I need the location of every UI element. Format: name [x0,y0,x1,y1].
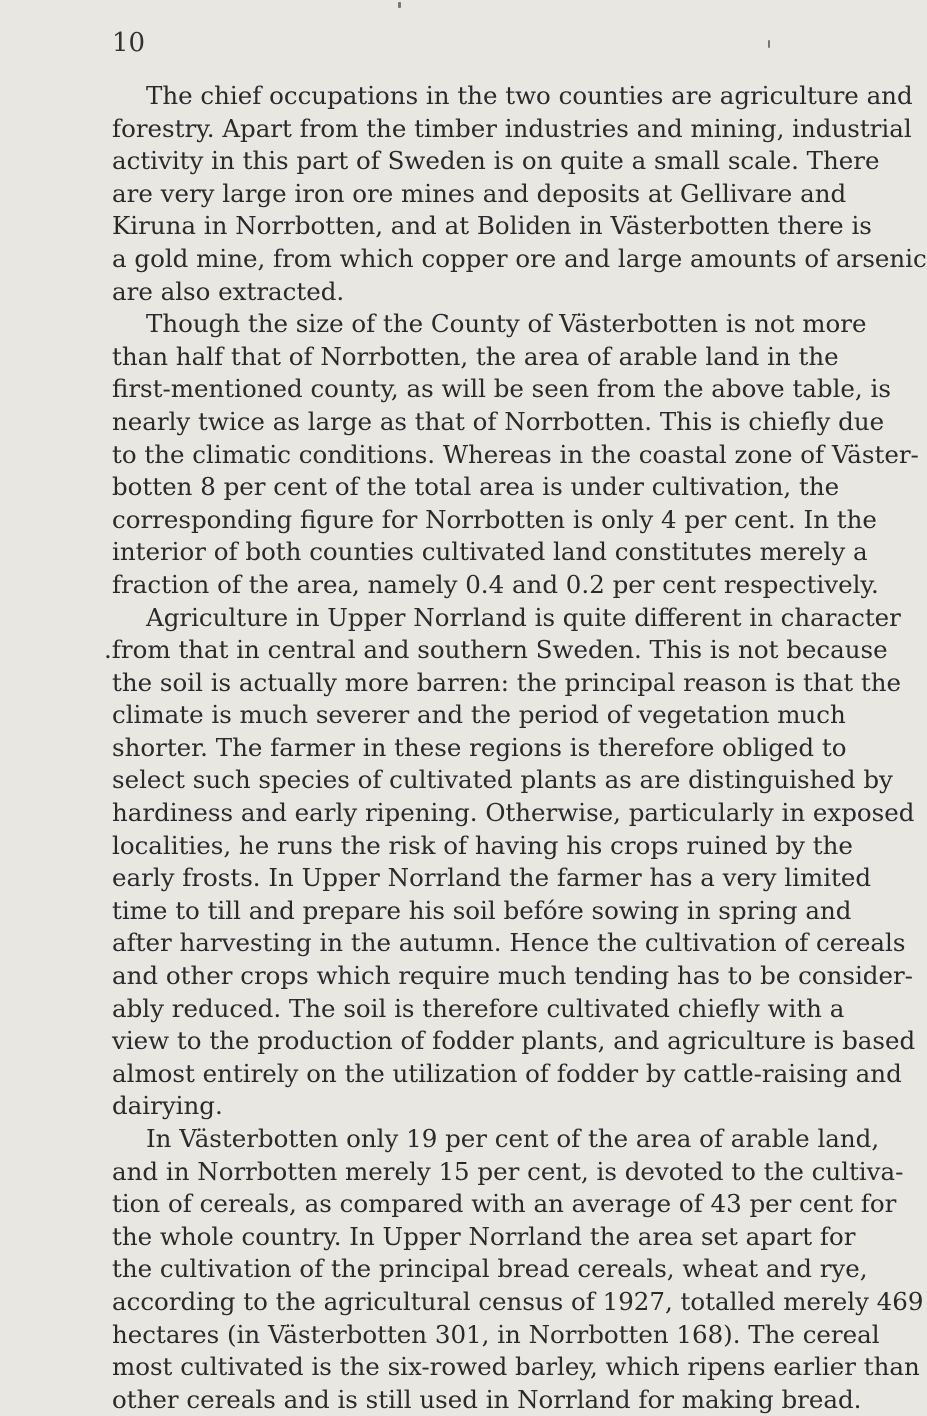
text-line: to the climatic conditions. Whereas in the coastal zone of Väster- [112,439,919,469]
text-line: hectares (in Västerbotten 301, in Norrbotten 168). The cereal [112,1319,880,1349]
text-line: corresponding figure for Norrbotten is only 4 per cent. In the [112,504,877,534]
print-speck [768,40,770,48]
text-line: Agriculture in Upper Norrland is quite different in character [146,602,901,632]
text-line: than half that of Norrbotten, the area of arable land in the [112,341,839,371]
text-line: are also extracted. [112,276,345,306]
text-line: the soil is actually more barren: the principal reason is that the [112,667,902,697]
body-text [104,80,927,1416]
text-line: fraction of the area, namely 0.4 and 0.2 per cent respectively. [112,569,879,599]
text-line: botten 8 per cent of the total area is under cultivation, the [112,472,840,502]
text-line: The chief occupations in the two counties are agriculture and [146,81,913,110]
text-line: ably reduced. The soil is therefore cultivated chiefly with a [112,993,845,1023]
text-line: and in Norrbotten merely 15 per cent, is devoted to the cultiva- [112,1156,904,1186]
text-line: localities, he runs the risk of having his crops ruined by the [112,830,853,860]
text-line: early frosts. In Upper Norrland the farmer has a very limited [112,863,872,893]
text-line: shorter. The farmer in these regions is therefore obliged to [112,732,847,762]
text-line: activity in this part of Sweden is on quite a small scale. There [112,146,880,176]
text-line: tion of cereals, as compared with an average of 43 per cent for [112,1189,897,1219]
text-line: time to till and prepare his soil befóre sowing in spring and [112,895,852,925]
text-line: according to the agricultural census of 1927, totalled merely 469 [112,1286,924,1316]
text-line: select such species of cultivated plants as are distinguished by [112,765,893,795]
text-line: the whole country. In Upper Norrland the area set apart for [112,1221,856,1251]
text-line: almost entirely on the utilization of fodder by cattle-raising and [112,1058,902,1088]
text-line: hardiness and early ripening. Otherwise, particularly in exposed [112,798,915,828]
text-line: are very large iron ore mines and deposits at Gellivare and [112,178,847,208]
print-speck [398,2,401,8]
text-line: the cultivation of the principal bread cereals, wheat and rye, [112,1254,868,1284]
text-line: In Västerbotten only 19 per cent of the area of arable land, [146,1124,880,1153]
text-line: after harvesting in the autumn. Hence the cultivation of cereals [112,928,906,958]
text-line: dairying. [112,1091,223,1121]
text-line: view to the production of fodder plants, and agriculture is based [112,1026,916,1056]
text-line: .from that in central and southern Sweden. This is not because [104,635,888,665]
text-line: interior of both counties cultivated land constitutes merely a [112,537,868,567]
text-line: Kiruna in Norrbotten, and at Boliden in Västerbotten there is [112,211,872,241]
text-line: forestry. Apart from the timber industries and mining, industrial [112,113,912,143]
text-line: nearly twice as large as that of Norrbotten. This is chiefly due [112,406,885,436]
text-line: and other crops which require much tending has to be consider- [112,961,913,991]
text-line: a gold mine, from which copper ore and large amounts of arsenic [112,243,927,273]
text-line: climate is much severer and the period of vegetation much [112,700,846,730]
text-line: first-mentioned county, as will be seen from the above table, is [112,374,891,404]
page-number: 10 [112,28,146,58]
text-line: Though the size of the County of Västerbotten is not more [146,309,867,339]
text-line: most cultivated is the six-rowed barley, which ripens earlier than [112,1352,920,1382]
text-line: other cereals and is still used in Norrland for making bread. [112,1384,862,1414]
